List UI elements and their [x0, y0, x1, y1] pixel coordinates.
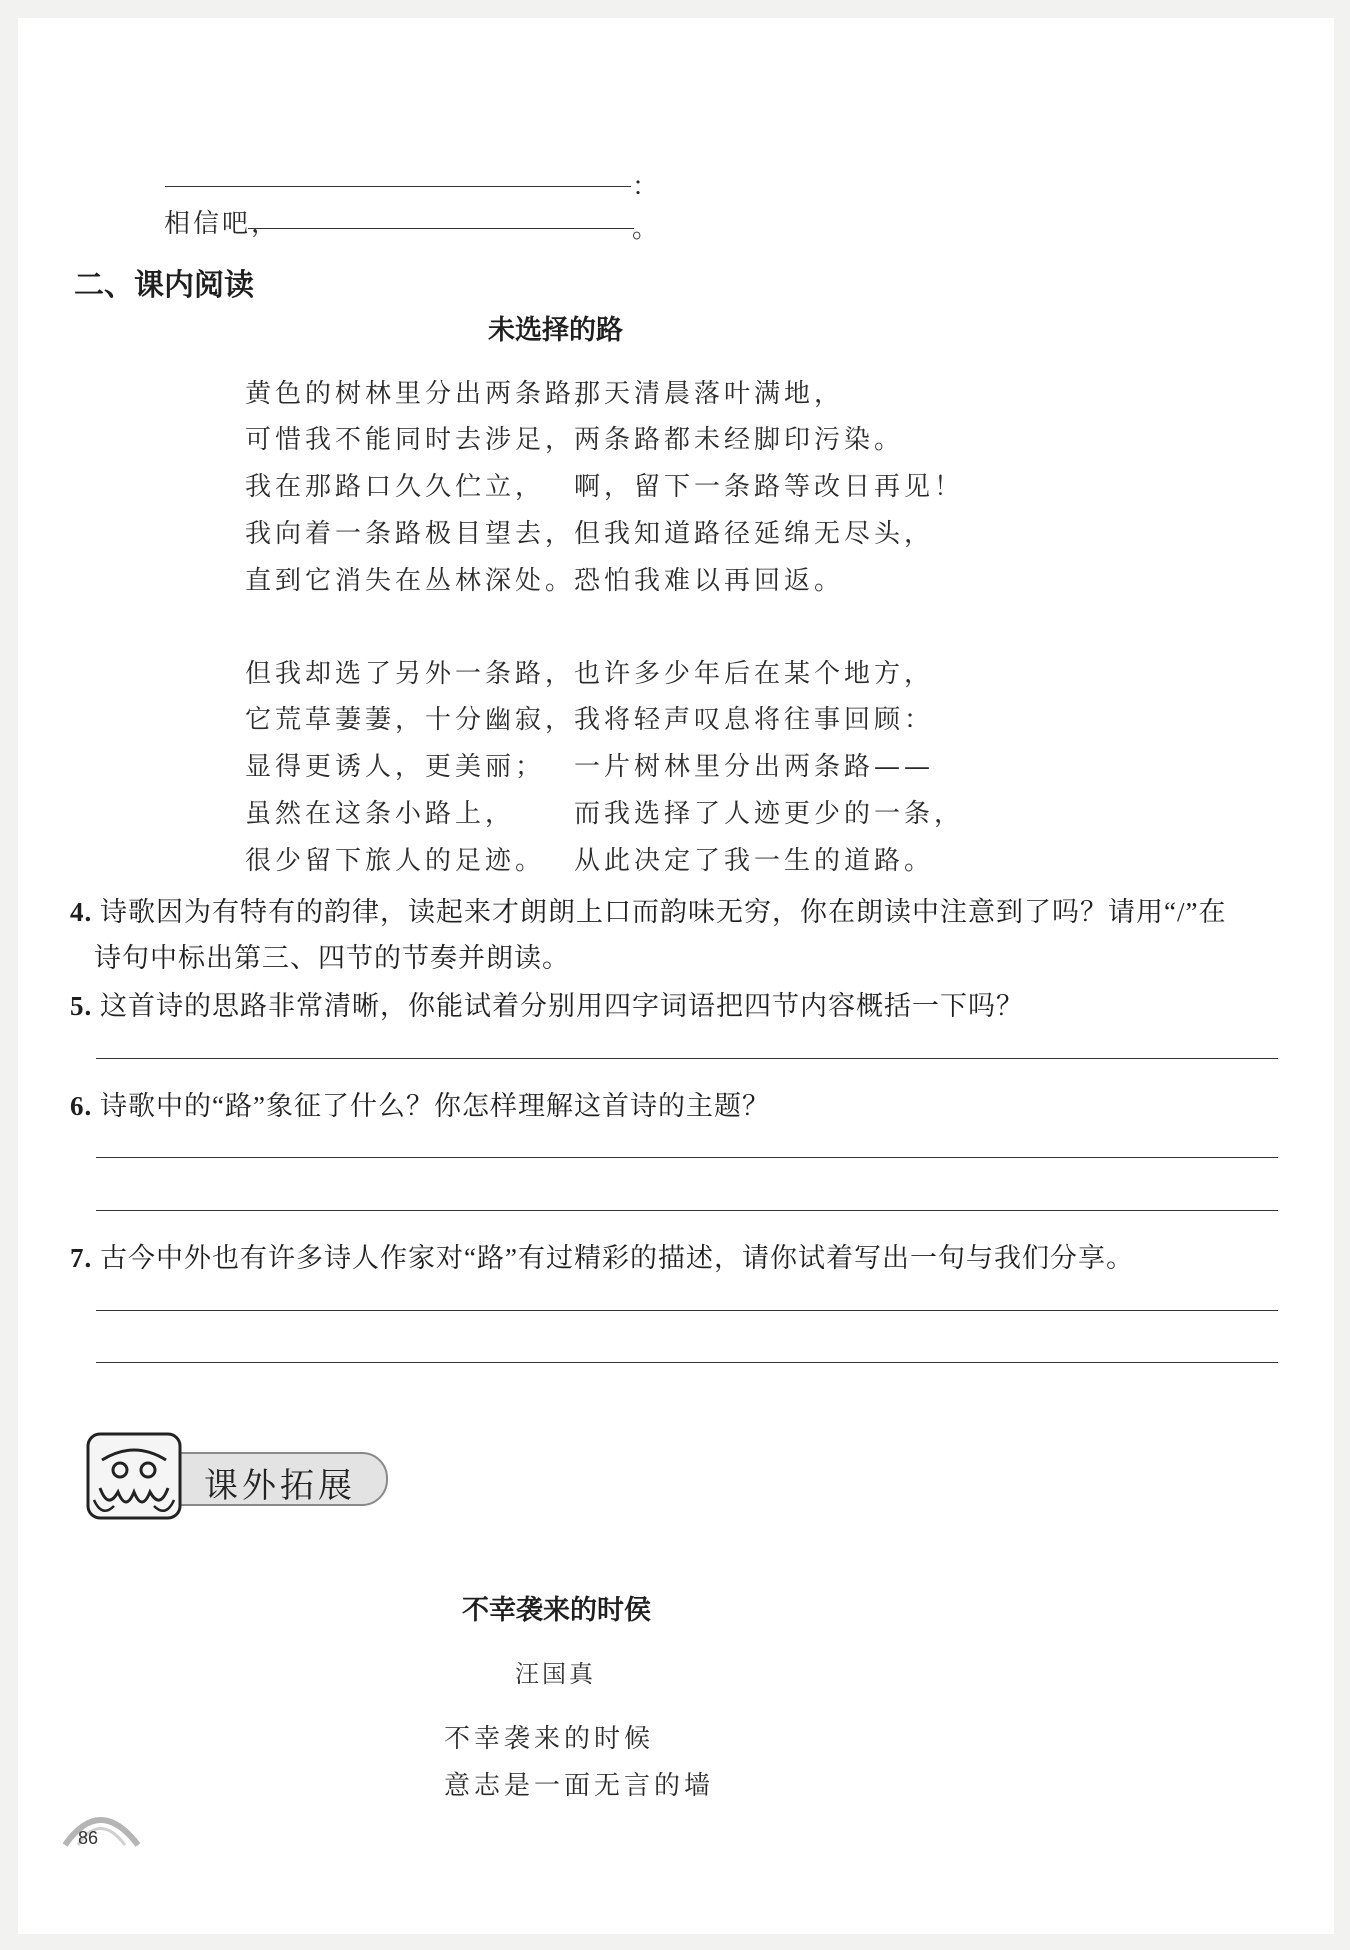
poem-line: 我在那路口久久伫立， [245, 472, 546, 502]
question-text: 诗歌中的“路”象征了什么？你怎样理解这首诗的主题？ [100, 1091, 770, 1121]
poem-line: 可惜我不能同时去涉足， [245, 425, 576, 455]
fill-line-1[interactable] [165, 186, 631, 187]
poem2-line: 意志是一面无言的墙 [444, 1771, 715, 1801]
poem-line: 也许多少年后在某个地方， [574, 659, 935, 689]
poem-line: 很少留下旅人的足迹。 [245, 846, 546, 876]
fill-colon: ： [632, 172, 662, 202]
octopus-mask-icon [84, 1430, 184, 1522]
answer-line[interactable] [96, 1362, 1278, 1363]
extension-badge [84, 1430, 384, 1522]
poem-line: 一片树林里分出两条路—— [574, 752, 935, 782]
fill-period: 。 [632, 214, 662, 244]
question-text: 诗歌因为有特有的韵律，读起来才朗朗上口而韵味无穷，你在朗读中注意到了吗？请用“/”在 [100, 897, 1227, 927]
badge-label: 课外拓展 [204, 1466, 356, 1506]
fill-line-2[interactable] [248, 228, 634, 229]
section-heading: 二、课内阅读 [74, 268, 254, 303]
question-text: 古今中外也有许多诗人作家对“路”有过精彩的描述，请你试着写出一句与我们分享。 [100, 1243, 1134, 1273]
page-number: 86 [78, 1828, 99, 1848]
poem-line: 虽然在这条小路上， [245, 799, 516, 829]
question-number: 6. [70, 1091, 93, 1121]
poem2-title: 不幸袭来的时侯 [462, 1595, 651, 1626]
poem-line: 两条路都未经脚印污染。 [574, 425, 905, 455]
poem-line: 我将轻声叹息将往事回顾： [574, 705, 935, 735]
worksheet-page [18, 18, 1334, 1934]
question-number: 5. [70, 991, 93, 1021]
question-5 [70, 984, 1024, 1023]
poem-line: 它荒草萋萋，十分幽寂， [245, 705, 576, 735]
poem-line: 而我选择了人迹更少的一条， [574, 799, 965, 829]
poem-line: 但我却选了另外一条路， [245, 659, 576, 689]
answer-line[interactable] [96, 1058, 1278, 1059]
question-number: 4. [70, 897, 93, 927]
answer-line[interactable] [96, 1310, 1278, 1311]
answer-line[interactable] [96, 1157, 1278, 1158]
poem-line: 我向着一条路极目望去， [245, 519, 576, 549]
poem-line: 那天清晨落叶满地， [574, 379, 845, 409]
page-number-arc-icon [60, 1800, 140, 1850]
poem-line: 啊，留下一条路等改日再见！ [574, 472, 965, 502]
poem2-author: 汪国真 [515, 1660, 596, 1688]
question-text: 这首诗的思路非常清晰，你能试着分别用四字词语把四节内容概括一下吗？ [100, 991, 1024, 1021]
poem-line: 但我知道路径延绵无尽头， [574, 519, 935, 549]
poem-title: 未选择的路 [488, 315, 623, 346]
question-number: 7. [70, 1243, 93, 1273]
answer-line[interactable] [96, 1210, 1278, 1211]
question-7 [70, 1236, 1134, 1275]
poem-line: 恐怕我难以再回返。 [574, 566, 845, 596]
fill-prefix: 相信吧， [164, 209, 281, 239]
poem-line: 黄色的树林里分出两条路， [245, 379, 606, 409]
poem-line: 直到它消失在丛林深处。 [245, 566, 576, 596]
question-4-cont: 诗句中标出第三、四节的节奏并朗读。 [94, 943, 570, 973]
poem-line: 显得更诱人，更美丽； [245, 752, 546, 782]
poem-line: 从此决定了我一生的道路。 [574, 846, 935, 876]
question-4 [70, 890, 1226, 929]
question-6 [70, 1084, 770, 1123]
poem2-line: 不幸袭来的时候 [444, 1724, 655, 1754]
